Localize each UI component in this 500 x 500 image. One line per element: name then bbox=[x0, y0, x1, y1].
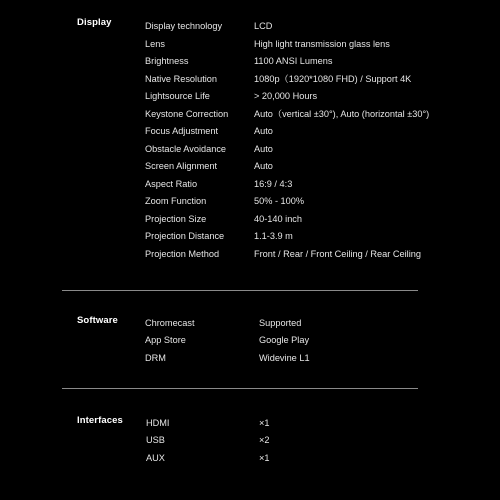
spec-row bbox=[0, 415, 500, 431]
spec-value: > 20,000 Hours bbox=[254, 91, 318, 101]
section-divider bbox=[62, 290, 418, 291]
spec-label: Keystone Correction bbox=[145, 109, 229, 119]
spec-label: USB bbox=[146, 435, 165, 445]
spec-label: Projection Method bbox=[145, 249, 220, 259]
spec-row bbox=[0, 450, 500, 466]
spec-label: Obstacle Avoidance bbox=[145, 144, 227, 154]
interfaces-section-title: Interfaces bbox=[77, 415, 123, 426]
spec-label: DRM bbox=[145, 353, 166, 363]
spec-label: App Store bbox=[145, 335, 186, 345]
spec-value: Auto bbox=[254, 161, 273, 171]
spec-row bbox=[0, 18, 500, 34]
spec-label: AUX bbox=[146, 453, 165, 463]
spec-row bbox=[0, 432, 500, 448]
spec-label: Brightness bbox=[145, 56, 189, 66]
spec-value: 16:9 / 4:3 bbox=[254, 179, 293, 189]
spec-value: Google Play bbox=[259, 335, 310, 345]
spec-label: Native Resolution bbox=[145, 74, 218, 84]
spec-value: 50% - 100% bbox=[254, 196, 305, 206]
section-divider bbox=[62, 388, 418, 389]
spec-label: Zoom Function bbox=[145, 196, 207, 206]
spec-label: Aspect Ratio bbox=[145, 179, 198, 189]
spec-value: ×1 bbox=[259, 418, 270, 428]
spec-label: Focus Adjustment bbox=[145, 126, 219, 136]
spec-row bbox=[0, 228, 500, 244]
spec-row bbox=[0, 141, 500, 157]
spec-value: Auto bbox=[254, 126, 273, 136]
spec-row bbox=[0, 176, 500, 192]
spec-value: 1080p（1920*1080 FHD) / Support 4K bbox=[254, 74, 412, 84]
spec-value: Front / Rear / Front Ceiling / Rear Ceiling bbox=[254, 249, 421, 259]
spec-label: HDMI bbox=[146, 418, 170, 428]
spec-label: Screen Alignment bbox=[145, 161, 218, 171]
display-section-title: Display bbox=[77, 17, 112, 28]
spec-row bbox=[0, 123, 500, 139]
spec-value: 40-140 inch bbox=[254, 214, 303, 224]
spec-row bbox=[0, 158, 500, 174]
spec-value: Supported bbox=[259, 318, 302, 328]
spec-value: Auto（vertical ±30°), Auto (horizontal ±30°) bbox=[254, 109, 430, 119]
spec-value: Widevine L1 bbox=[259, 353, 310, 363]
spec-row bbox=[0, 53, 500, 69]
software-section-title: Software bbox=[77, 315, 118, 326]
spec-row bbox=[0, 106, 500, 122]
spec-value: ×1 bbox=[259, 453, 270, 463]
spec-row bbox=[0, 71, 500, 87]
spec-label: Projection Distance bbox=[145, 231, 225, 241]
spec-value: Auto bbox=[254, 144, 273, 154]
spec-label: Lens bbox=[145, 39, 165, 49]
spec-row bbox=[0, 193, 500, 209]
spec-value: 1.1-3.9 m bbox=[254, 231, 293, 241]
spec-row bbox=[0, 350, 500, 366]
spec-row bbox=[0, 246, 500, 262]
spec-label: Lightsource Life bbox=[145, 91, 210, 101]
spec-label: Display technology bbox=[145, 21, 223, 31]
spec-value: ×2 bbox=[259, 435, 270, 445]
spec-row bbox=[0, 88, 500, 104]
spec-row bbox=[0, 332, 500, 348]
spec-row bbox=[0, 211, 500, 227]
spec-value: LCD bbox=[254, 21, 273, 31]
spec-value: 1100 ANSI Lumens bbox=[254, 56, 333, 66]
spec-label: Chromecast bbox=[145, 318, 195, 328]
spec-value: High light transmission glass lens bbox=[254, 39, 390, 49]
spec-row bbox=[0, 36, 500, 52]
spec-label: Projection Size bbox=[145, 214, 207, 224]
spec-row bbox=[0, 315, 500, 331]
